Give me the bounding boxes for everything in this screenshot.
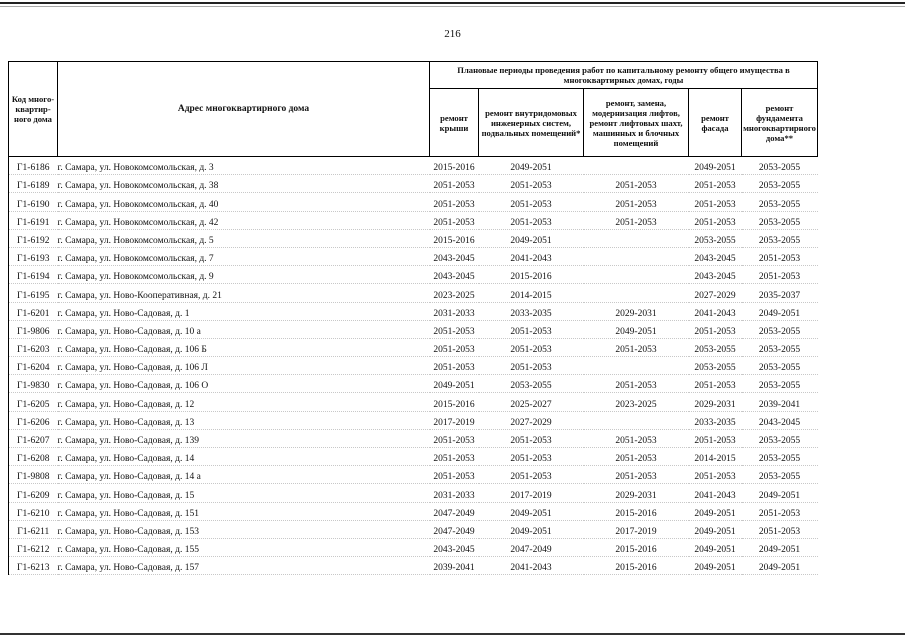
house-code: Г1-6192 <box>9 229 58 247</box>
house-code: Г1-9830 <box>9 375 58 393</box>
house-code: Г1-6204 <box>9 357 58 375</box>
facade-repair-period: 2043-2045 <box>689 247 742 265</box>
facade-repair-period: 2049-2051 <box>689 520 742 538</box>
elevator-repair-period <box>584 157 689 175</box>
facade-repair-period: 2051-2053 <box>689 211 742 229</box>
roof-repair-period: 2051-2053 <box>430 429 479 447</box>
header-code: Код много-квартир-ного дома <box>9 62 58 157</box>
table-header <box>9 62 818 157</box>
elevator-repair-period: 2051-2053 <box>584 429 689 447</box>
elevator-repair-period <box>584 229 689 247</box>
table-row <box>9 538 818 556</box>
table-row <box>9 393 818 411</box>
facade-repair-period: 2041-2043 <box>689 484 742 502</box>
table-row <box>9 229 818 247</box>
table-row <box>9 484 818 502</box>
roof-repair-period: 2031-2033 <box>430 484 479 502</box>
foundation-repair-period: 2053-2055 <box>742 157 818 175</box>
house-code: Г1-6208 <box>9 448 58 466</box>
house-address: г. Самара, ул. Ново-Садовая, д. 12 <box>58 393 430 411</box>
house-code: Г1-6191 <box>9 211 58 229</box>
house-address: г. Самара, ул. Ново-Садовая, д. 106 О <box>58 375 430 393</box>
house-code: Г1-6209 <box>9 484 58 502</box>
facade-repair-period: 2033-2035 <box>689 411 742 429</box>
table-row <box>9 375 818 393</box>
table-row <box>9 448 818 466</box>
facade-repair-period: 2053-2055 <box>689 229 742 247</box>
house-address: г. Самара, ул. Ново-Садовая, д. 1 <box>58 302 430 320</box>
house-code: Г1-6186 <box>9 157 58 175</box>
elevator-repair-period <box>584 266 689 284</box>
foundation-repair-period: 2053-2055 <box>742 466 818 484</box>
elevator-repair-period: 2029-2031 <box>584 302 689 320</box>
elevator-repair-period: 2051-2053 <box>584 193 689 211</box>
table-row <box>9 247 818 265</box>
house-address: г. Самара, ул. Ново-Садовая, д. 155 <box>58 538 430 556</box>
header-facade: ремонт фасада <box>689 89 742 157</box>
table-body <box>9 157 818 575</box>
bottom-rule <box>0 633 905 635</box>
elevator-repair-period <box>584 357 689 375</box>
header-engineering: ремонт внутридомовых инженерных систем, подвальных помещений* <box>479 89 584 157</box>
facade-repair-period: 2051-2053 <box>689 375 742 393</box>
foundation-repair-period: 2049-2051 <box>742 557 818 575</box>
facade-repair-period: 2053-2055 <box>689 357 742 375</box>
elevator-repair-period: 2049-2051 <box>584 320 689 338</box>
house-code: Г1-6189 <box>9 175 58 193</box>
engineering-repair-period: 2041-2043 <box>479 557 584 575</box>
engineering-repair-period: 2033-2035 <box>479 302 584 320</box>
foundation-repair-period: 2053-2055 <box>742 320 818 338</box>
roof-repair-period: 2051-2053 <box>430 175 479 193</box>
foundation-repair-period: 2039-2041 <box>742 393 818 411</box>
facade-repair-period: 2049-2051 <box>689 502 742 520</box>
elevator-repair-period: 2015-2016 <box>584 502 689 520</box>
elevator-repair-period <box>584 411 689 429</box>
engineering-repair-period: 2049-2051 <box>479 157 584 175</box>
house-code: Г1-6195 <box>9 284 58 302</box>
facade-repair-period: 2029-2031 <box>689 393 742 411</box>
roof-repair-period: 2043-2045 <box>430 247 479 265</box>
table-row <box>9 520 818 538</box>
roof-repair-period: 2051-2053 <box>430 357 479 375</box>
elevator-repair-period: 2051-2053 <box>584 338 689 356</box>
roof-repair-period: 2015-2016 <box>430 393 479 411</box>
house-code: Г1-9806 <box>9 320 58 338</box>
roof-repair-period: 2015-2016 <box>430 157 479 175</box>
roof-repair-period: 2043-2045 <box>430 266 479 284</box>
house-address: г. Самара, ул. Ново-Кооперативная, д. 21 <box>58 284 430 302</box>
top-rule-thin <box>0 6 905 7</box>
house-code: Г1-9808 <box>9 466 58 484</box>
foundation-repair-period: 2049-2051 <box>742 302 818 320</box>
roof-repair-period: 2043-2045 <box>430 538 479 556</box>
engineering-repair-period: 2015-2016 <box>479 266 584 284</box>
house-code: Г1-6194 <box>9 266 58 284</box>
elevator-repair-period: 2051-2053 <box>584 211 689 229</box>
foundation-repair-period: 2053-2055 <box>742 211 818 229</box>
house-address: г. Самара, ул. Новокомсомольская, д. 3 <box>58 157 430 175</box>
roof-repair-period: 2015-2016 <box>430 229 479 247</box>
house-code: Г1-6210 <box>9 502 58 520</box>
header-elevators: ремонт, замена, модернизация лифтов, ремонт лифтовых шахт, машинных и блочных помещений <box>584 89 689 157</box>
foundation-repair-period: 2035-2037 <box>742 284 818 302</box>
house-address: г. Самара, ул. Ново-Садовая, д. 10 а <box>58 320 430 338</box>
foundation-repair-period: 2043-2045 <box>742 411 818 429</box>
elevator-repair-period <box>584 284 689 302</box>
foundation-repair-period: 2051-2053 <box>742 266 818 284</box>
facade-repair-period: 2051-2053 <box>689 175 742 193</box>
engineering-repair-period: 2051-2053 <box>479 429 584 447</box>
roof-repair-period: 2049-2051 <box>430 375 479 393</box>
house-address: г. Самара, ул. Ново-Садовая, д. 106 Л <box>58 357 430 375</box>
facade-repair-period: 2051-2053 <box>689 466 742 484</box>
house-code: Г1-6201 <box>9 302 58 320</box>
house-address: г. Самара, ул. Новокомсомольская, д. 40 <box>58 193 430 211</box>
table-row <box>9 157 818 175</box>
roof-repair-period: 2051-2053 <box>430 448 479 466</box>
engineering-repair-period: 2049-2051 <box>479 502 584 520</box>
engineering-repair-period: 2027-2029 <box>479 411 584 429</box>
elevator-repair-period: 2029-2031 <box>584 484 689 502</box>
facade-repair-period: 2053-2055 <box>689 338 742 356</box>
house-address: г. Самара, ул. Новокомсомольская, д. 7 <box>58 247 430 265</box>
foundation-repair-period: 2051-2053 <box>742 520 818 538</box>
facade-repair-period: 2043-2045 <box>689 266 742 284</box>
elevator-repair-period: 2051-2053 <box>584 375 689 393</box>
roof-repair-period: 2051-2053 <box>430 320 479 338</box>
foundation-repair-period: 2053-2055 <box>742 175 818 193</box>
foundation-repair-period: 2053-2055 <box>742 375 818 393</box>
house-address: г. Самара, ул. Ново-Садовая, д. 106 Б <box>58 338 430 356</box>
foundation-repair-period: 2053-2055 <box>742 448 818 466</box>
elevator-repair-period: 2015-2016 <box>584 538 689 556</box>
house-address: г. Самара, ул. Новокомсомольская, д. 5 <box>58 229 430 247</box>
facade-repair-period: 2049-2051 <box>689 157 742 175</box>
engineering-repair-period: 2049-2051 <box>479 520 584 538</box>
header-roof: ремонт крыши <box>430 89 479 157</box>
facade-repair-period: 2014-2015 <box>689 448 742 466</box>
engineering-repair-period: 2051-2053 <box>479 320 584 338</box>
house-address: г. Самара, ул. Ново-Садовая, д. 157 <box>58 557 430 575</box>
elevator-repair-period: 2051-2053 <box>584 466 689 484</box>
foundation-repair-period: 2051-2053 <box>742 502 818 520</box>
roof-repair-period: 2051-2053 <box>430 211 479 229</box>
house-address: г. Самара, ул. Ново-Садовая, д. 14 а <box>58 466 430 484</box>
foundation-repair-period: 2053-2055 <box>742 193 818 211</box>
facade-repair-period: 2051-2053 <box>689 193 742 211</box>
table-row <box>9 557 818 575</box>
house-code: Г1-6205 <box>9 393 58 411</box>
foundation-repair-period: 2049-2051 <box>742 538 818 556</box>
house-address: г. Самара, ул. Ново-Садовая, д. 151 <box>58 502 430 520</box>
table-row <box>9 266 818 284</box>
house-address: г. Самара, ул. Ново-Садовая, д. 13 <box>58 411 430 429</box>
house-code: Г1-6207 <box>9 429 58 447</box>
top-rule <box>0 2 905 4</box>
foundation-repair-period: 2053-2055 <box>742 357 818 375</box>
table-row <box>9 284 818 302</box>
engineering-repair-period: 2051-2053 <box>479 357 584 375</box>
header-group: Плановые периоды проведения работ по капитальному ремонту общего имущества в многоквартирных домах, годы <box>430 62 818 89</box>
repair-schedule-table <box>8 61 818 575</box>
house-code: Г1-6206 <box>9 411 58 429</box>
house-code: Г1-6212 <box>9 538 58 556</box>
house-address: г. Самара, ул. Ново-Садовая, д. 14 <box>58 448 430 466</box>
elevator-repair-period: 2017-2019 <box>584 520 689 538</box>
foundation-repair-period: 2053-2055 <box>742 229 818 247</box>
engineering-repair-period: 2051-2053 <box>479 175 584 193</box>
engineering-repair-period: 2051-2053 <box>479 211 584 229</box>
roof-repair-period: 2047-2049 <box>430 520 479 538</box>
header-foundation: ремонт фундамента многоквартирного дома** <box>742 89 818 157</box>
engineering-repair-period: 2051-2053 <box>479 338 584 356</box>
facade-repair-period: 2051-2053 <box>689 320 742 338</box>
table-row <box>9 466 818 484</box>
foundation-repair-period: 2049-2051 <box>742 484 818 502</box>
house-address: г. Самара, ул. Новокомсомольская, д. 9 <box>58 266 430 284</box>
house-address: г. Самара, ул. Ново-Садовая, д. 15 <box>58 484 430 502</box>
roof-repair-period: 2031-2033 <box>430 302 479 320</box>
house-code: Г1-6193 <box>9 247 58 265</box>
engineering-repair-period: 2025-2027 <box>479 393 584 411</box>
facade-repair-period: 2041-2043 <box>689 302 742 320</box>
elevator-repair-period: 2015-2016 <box>584 557 689 575</box>
roof-repair-period: 2039-2041 <box>430 557 479 575</box>
foundation-repair-period: 2051-2053 <box>742 247 818 265</box>
table-row <box>9 338 818 356</box>
roof-repair-period: 2051-2053 <box>430 466 479 484</box>
engineering-repair-period: 2051-2053 <box>479 466 584 484</box>
roof-repair-period: 2051-2053 <box>430 338 479 356</box>
engineering-repair-period: 2049-2051 <box>479 229 584 247</box>
facade-repair-period: 2051-2053 <box>689 429 742 447</box>
house-address: г. Самара, ул. Ново-Садовая, д. 153 <box>58 520 430 538</box>
elevator-repair-period <box>584 247 689 265</box>
roof-repair-period: 2047-2049 <box>430 502 479 520</box>
foundation-repair-period: 2053-2055 <box>742 429 818 447</box>
engineering-repair-period: 2051-2053 <box>479 448 584 466</box>
roof-repair-period: 2017-2019 <box>430 411 479 429</box>
header-address: Адрес многоквартирного дома <box>58 62 430 157</box>
table-row <box>9 320 818 338</box>
table-row <box>9 429 818 447</box>
house-code: Г1-6213 <box>9 557 58 575</box>
engineering-repair-period: 2047-2049 <box>479 538 584 556</box>
roof-repair-period: 2051-2053 <box>430 193 479 211</box>
engineering-repair-period: 2014-2015 <box>479 284 584 302</box>
house-address: г. Самара, ул. Новокомсомольская, д. 38 <box>58 175 430 193</box>
engineering-repair-period: 2053-2055 <box>479 375 584 393</box>
house-code: Г1-6190 <box>9 193 58 211</box>
house-code: Г1-6203 <box>9 338 58 356</box>
elevator-repair-period: 2051-2053 <box>584 448 689 466</box>
engineering-repair-period: 2017-2019 <box>479 484 584 502</box>
table-row <box>9 357 818 375</box>
table-row <box>9 175 818 193</box>
facade-repair-period: 2027-2029 <box>689 284 742 302</box>
facade-repair-period: 2049-2051 <box>689 538 742 556</box>
table-row <box>9 502 818 520</box>
table-row <box>9 211 818 229</box>
table-row <box>9 411 818 429</box>
engineering-repair-period: 2051-2053 <box>479 193 584 211</box>
elevator-repair-period: 2051-2053 <box>584 175 689 193</box>
table-row <box>9 193 818 211</box>
page-number: 216 <box>444 28 461 40</box>
house-code: Г1-6211 <box>9 520 58 538</box>
roof-repair-period: 2023-2025 <box>430 284 479 302</box>
elevator-repair-period: 2023-2025 <box>584 393 689 411</box>
facade-repair-period: 2049-2051 <box>689 557 742 575</box>
table-row <box>9 302 818 320</box>
engineering-repair-period: 2041-2043 <box>479 247 584 265</box>
foundation-repair-period: 2053-2055 <box>742 338 818 356</box>
house-address: г. Самара, ул. Ново-Садовая, д. 139 <box>58 429 430 447</box>
house-address: г. Самара, ул. Новокомсомольская, д. 42 <box>58 211 430 229</box>
